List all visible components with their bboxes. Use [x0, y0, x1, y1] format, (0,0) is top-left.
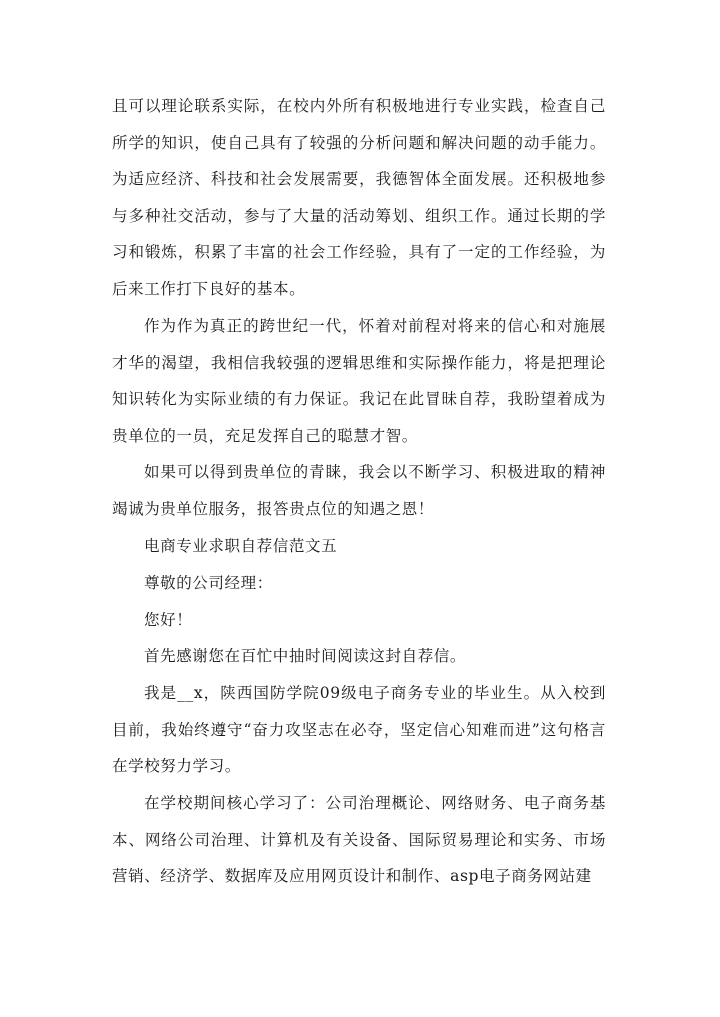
salutation: 尊敬的公司经理： [144, 574, 273, 592]
paragraph-practice-experience: 且可以理论联系实际，在校内外所有积极地进行专业实践，检查自己所学的知识，使自己具有了较强的分析问题和解决问题的动手能力。为适应经济、科技和社会发展需要，我德智体全面发展。还积极地参与多种社交活动，参与了大量的活动筹划、组织工作。通过长期的学习和锻炼，积累了丰富的社会工作经验，具有了一定的工作经验，为后来工作打下良好的基本。 [112, 97, 606, 298]
paragraph-closing-wish: 如果可以得到贵单位的青睐，我会以不断学习、积极进取的精神竭诚为贵单位服务，报答贵点位的知遇之恩！ [112, 463, 606, 518]
paragraph-self-recommendation: 作为作为真正的跨世纪一代，怀着对前程对将来的信心和对施展才华的渴望，我相信我较强的逻辑思维和实际操作能力，将是把理论知识转化为实际业绩的有力保证。我记在此冒昧自荐，我盼望着成为贵单位的一员，充足发挥自己的聪慧才智。 [112, 317, 606, 445]
section-heading: 电商专业求职自荐信范文五 [144, 537, 338, 555]
greeting: 您好！ [144, 611, 193, 629]
paragraph-thanks: 首先感谢您在百忙中抽时间阅读这封自荐信。 [144, 647, 467, 665]
paragraph-courses: 在学校期间核心学习了：公司治理概论、网络财务、电子商务基本、网络公司治理、计算机及有关设备、国际贸易理论和实务、市场营销、经济学、数据库及应用网页设计和制作、asp电子商务网站建 [112, 794, 606, 886]
paragraph-introduction: 我是__x，陕西国防学院09级电子商务专业的毕业生。从入校到目前，我始终遵守“奋力攻坚志在必夺，坚定信心知难而进”这句格言在学校努力学习。 [112, 684, 606, 776]
